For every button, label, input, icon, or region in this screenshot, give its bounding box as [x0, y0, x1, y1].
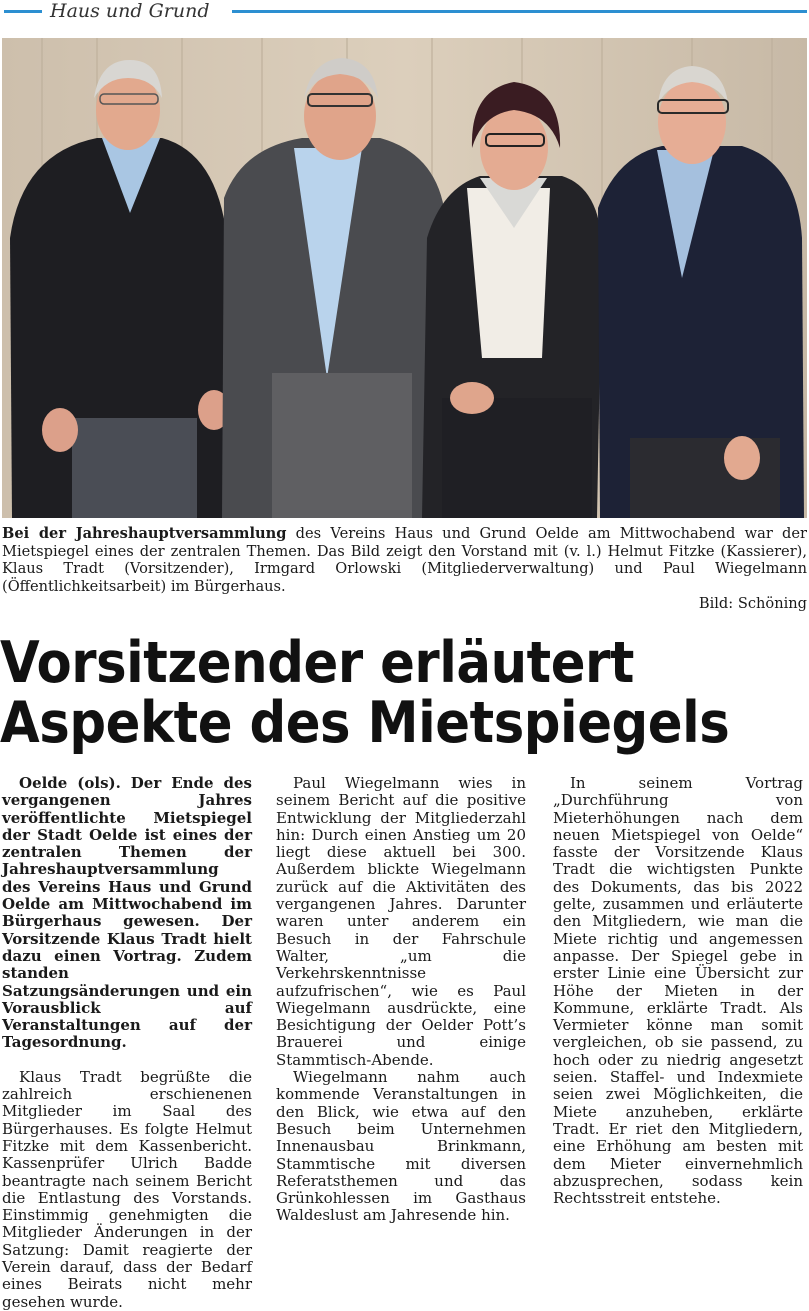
rubric-rule-left — [4, 10, 42, 13]
article-paragraph-3: Wiegelmann nahm auch kommende Veranstaltungen in den Blick, wie etwa auf den Besuch beim Unternehmen Innenausbau Brinkmann, Stammtische mit diversen Referatsthemen und das Grünkohlessen im Gasthaus Waldeslust am Jahresende hin. — [276, 1068, 526, 1225]
article-paragraph-1: Klaus Tradt begrüßte die zahlreich erschienenen Mitglieder im Saal des Bürgerhauses. Es folgte Helmut Fitzke mit dem Kassenbericht. Kassenprüfer Ulrich Badde beantragte nach seinem Bericht die Entlastung des Vorstands. Einstimmig genehmigten die Mitglieder Änderungen in der Satzung: Damit reagierte der Verein darauf, dass der Bedarf eines Beirats nicht mehr gesehen wurde. — [2, 1067, 252, 1311]
article-paragraph-4: In seinem Vortrag „Durchführung von Mieterhöhungen nach dem neuen Mietspiegel von Oelde“ fasste der Vorsitzende Klaus Tradt die wichtigsten Punkte des Dokuments, das bis 2022 gelte, zusammen und erläuterte den Mitgliedern, wie man die Miete richtig und angemessen anpasse. Der Spiegel gebe in erster Linie eine Übersicht zur Höhe der Mieten in der Kommune, erklärte Tradt. Als Vermieter könne man somit vergleichen, ob sie passend, zu hoch oder zu niedrig angesetzt seien. Staffel- und Indexmiete seien zwei Möglichkeiten, die Miete anzuheben, erklärte Tradt. Er riet den Mitgliedern, eine Erhöhung am besten mit dem Mieter einvernehmlich abzusprechen, sodass kein Rechtsstreit entstehe. — [553, 774, 803, 1208]
caption-lead: Bei der Jahreshauptversammlung — [2, 525, 287, 542]
headline-line-1: Vorsitzender erläutert — [0, 630, 634, 696]
column-1 — [2, 775, 252, 1311]
photo-caption — [2, 525, 807, 613]
section-rubric — [0, 0, 809, 24]
article-paragraph-2: Paul Wiegelmann wies in seinem Bericht auf die positive Entwicklung der Mitgliederzahl hin: Durch einen Anstieg um 20 liegt diese aktuell bei 300. Außerdem blickte Wiegelmann zurück auf die Aktivitäten des vergangenen Jahres. Darunter waren unter anderem ein Besuch in der Fahrschule Walter, „um die Verkehrskenntnisse aufzufrischen“, wie es Paul Wiegelmann ausdrückte, eine Besichtigung der Oelder Pott’s Brauerei und einige Stammtisch-Abende. — [276, 774, 526, 1069]
column-3 — [553, 775, 803, 1207]
caption-text: des Vereins Haus und Grund Oelde am Mittwochabend war der Mietspiegel eines der zentralen Themen. Das Bild zeigt den Vorstand mit (v. l.) Helmut Fitzke (Kassierer), Klaus Tradt (Vorsitzender), Irmgard Orlowski (Mitgliederverwaltung) und Paul Wiegelmann (Öffentlichkeitsarbeit) im Bürgerhaus. — [2, 525, 807, 595]
section-label: Haus und Grund — [50, 0, 210, 22]
rubric-rule-right — [232, 10, 807, 13]
photo-credit: Bild: Schöning — [698, 595, 807, 613]
article-lead: Oelde (ols). Der Ende des vergangenen Jahres veröffentlichte Mietspiegel der Stadt Oelde ist eines der zentralen Themen der Jahreshauptversammlung des Vereins Haus und Grund Oelde am Mittwochabend im Bürgerhaus gewesen. Der Vorsitzende Klaus Tradt hielt dazu einen Vortrag. Zudem standen Satzungsänderungen und ein Vorausblick auf Veranstaltungen auf der Tagesordnung. — [2, 774, 252, 1052]
article-body — [0, 774, 809, 1311]
article-headline — [0, 630, 730, 756]
headline-line-2: Aspekte des Mietspiegels — [0, 690, 730, 756]
column-2 — [276, 775, 526, 1225]
group-photo — [2, 38, 807, 518]
